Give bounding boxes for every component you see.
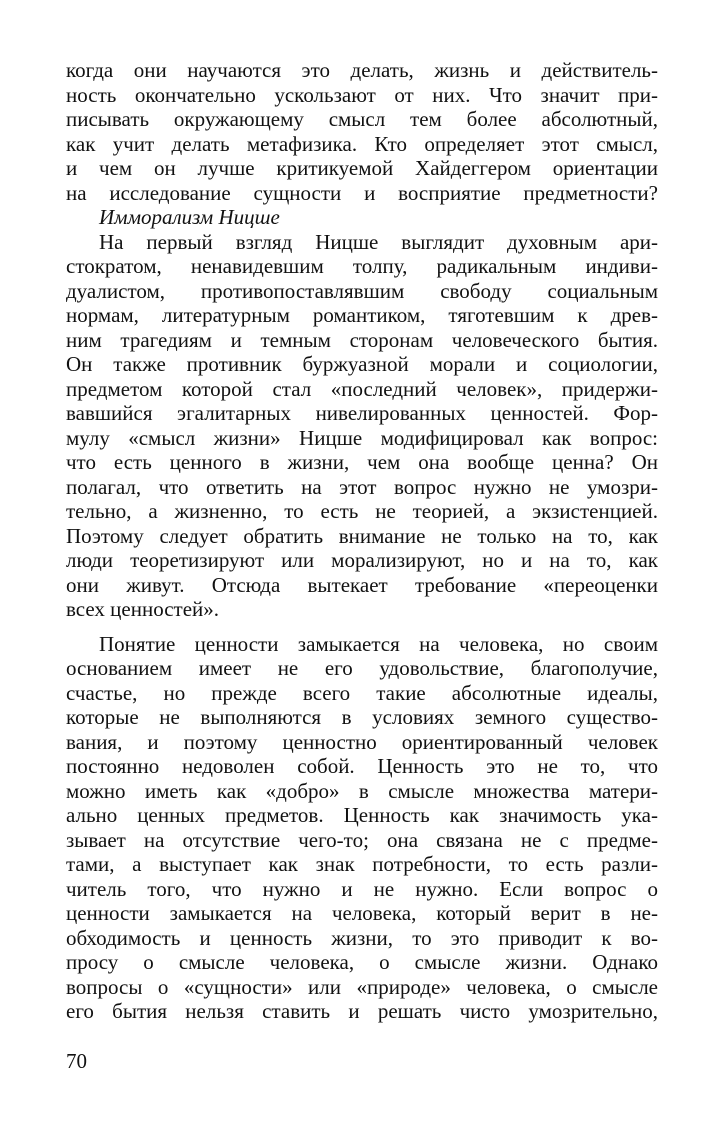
text-line: на исследование сущности и восприятие предметности? <box>66 180 658 205</box>
text-line: Понятие ценности замыкается на человека, но своим <box>99 631 658 656</box>
text-line: ность окончательно ускользают от них. Что значит при- <box>66 82 658 107</box>
page-number: 70 <box>66 1049 87 1073</box>
text-line: постоянно недоволен собой. Ценность это не то, что <box>66 754 658 778</box>
text-line: читель того, что нужно и не нужно. Если вопрос о <box>66 876 658 901</box>
text-line: Он также противник буржуазной морали и социологии, <box>66 352 658 376</box>
text-line: просу о смысле человека, о смысле жизни. Однако <box>66 950 658 974</box>
text-line: всех ценностей». <box>66 597 220 621</box>
paragraph-3 <box>66 632 658 1024</box>
text-line: тельно, а жизненно, то есть не теорией, а экзистенцией. <box>66 499 658 523</box>
text-line: вопросы о «сущности» или «природе» человека, о смысле <box>66 974 658 999</box>
text-line: его бытия нельзя ставить и решать чисто умозрительно, <box>66 999 658 1023</box>
paragraph-1 <box>66 58 658 205</box>
text-line: стократом, ненавидевшим толпу, радикальным индиви- <box>66 254 658 278</box>
text-line: счастье, но прежде всего такие абсолютные идеалы, <box>66 680 658 705</box>
text-line: ним трагедиям и темным сторонам человеческого бытия. <box>66 327 658 352</box>
paragraph-2 <box>66 230 658 622</box>
text-line: когда они научаются это делать, жизнь и действитель- <box>66 58 658 82</box>
text-line: обходимость и ценность жизни, то это приводит к во- <box>66 925 658 950</box>
text-line: зывает на отсутствие чего-то; она связана не с предме- <box>66 827 658 852</box>
text-line: Поэтому следует обратить внимание не только на то, как <box>66 523 658 548</box>
text-line: которые не выполняются в условиях земного существо- <box>66 705 658 729</box>
text-line: предметом которой стал «последний человек», придержи- <box>66 376 658 401</box>
text-line: тами, а выступает как знак потребности, то есть разли- <box>66 852 658 876</box>
text-line: полагал, что ответить на этот вопрос нужно не умозри- <box>66 474 658 499</box>
text-line: нормам, литературным романтиком, тяготевшим к древ- <box>66 303 658 327</box>
text-line: что есть ценного в жизни, чем она вообще ценна? Он <box>66 450 658 474</box>
text-line: писывать окружающему смысл тем более абсолютный, <box>66 107 658 131</box>
text-line: и чем он лучше критикуемой Хайдеггером ориентации <box>66 156 658 180</box>
body-text <box>66 58 658 1024</box>
text-line: дуалистом, противопоставлявшим свободу социальным <box>66 278 658 303</box>
text-line: как учит делать метафизика. Кто определяет этот смысл, <box>66 131 658 156</box>
text-line: вавшийся эгалитарных нивелированных ценностей. Фор- <box>66 401 658 425</box>
text-line: На первый взгляд Ницше выглядит духовным ари- <box>99 229 658 254</box>
text-line: мулу «смысл жизни» Ницше модифицировал как вопрос: <box>66 425 658 450</box>
text-line: основанием имеет не его удовольствие, благополучие, <box>66 656 658 680</box>
text-line: ценности замыкается на человека, который верит в не- <box>66 901 658 925</box>
text-line: ально ценных предметов. Ценность как значимость ука- <box>66 803 658 827</box>
section-heading: Имморализм Ницше <box>99 205 280 229</box>
text-line: можно иметь как «добро» в смысле множества матери- <box>66 778 658 803</box>
paragraph-gap <box>66 622 658 632</box>
text-line: люди теоретизируют или морализируют, но и на то, как <box>66 548 658 572</box>
text-line: вания, и поэтому ценностно ориентированный человек <box>66 729 658 754</box>
text-line: они живут. Отсюда вытекает требование «переоценки <box>66 572 658 597</box>
